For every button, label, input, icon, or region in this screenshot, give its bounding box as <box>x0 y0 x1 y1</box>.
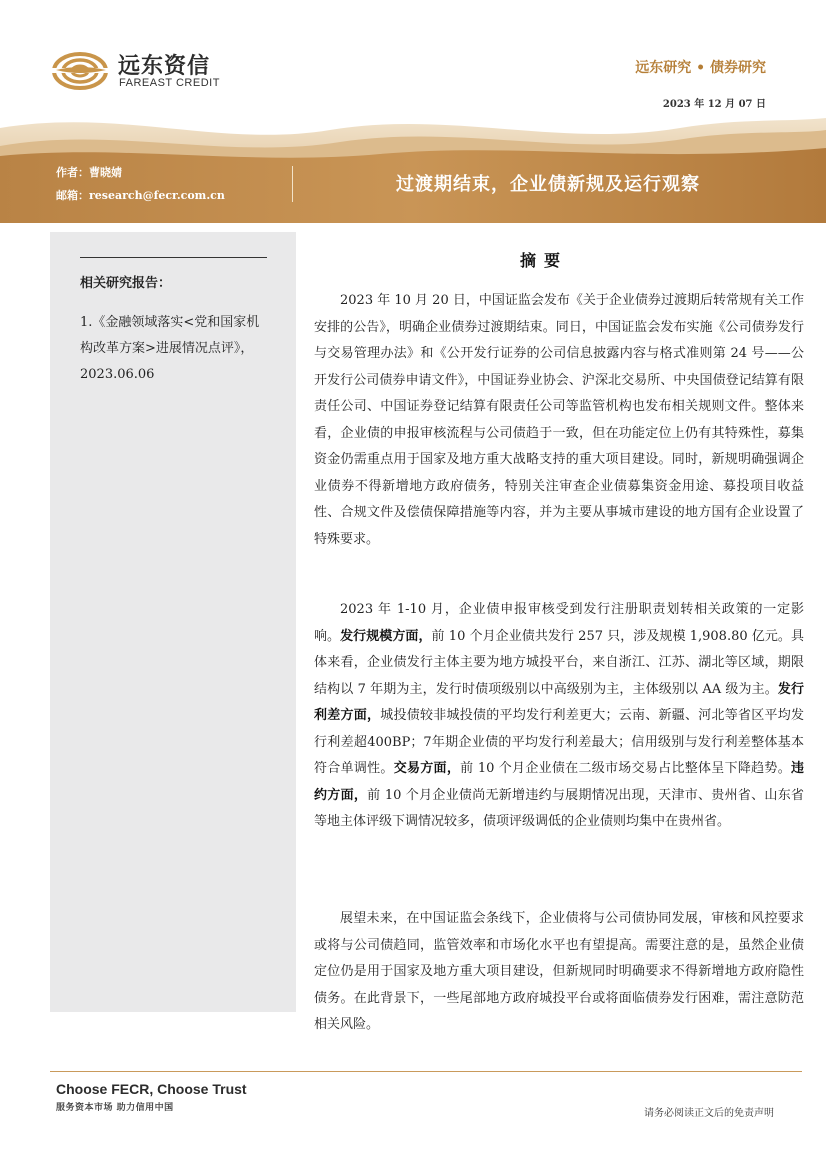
report-series: 远东研究 • 债券研究 <box>635 60 766 76</box>
footer-rule <box>50 1071 802 1072</box>
abstract-paragraph-2: 2023 年 1-10 月，企业债申报审核受到发行注册职责划转相关政策的一定影响。发行规模方面，前 10 个月企业债共发行 257 只，涉及规模 1,908.80 亿元。具体来看，企业债发行主体主要为地方城投平台，来自浙江、江苏、湖北等区域，期限结构以 7 年期为主，发行时债项级别以中高级别为主，主体级别以 AA 级为主。发行利差方面，城投债较非城投债的平均发行利差更大；云南、新疆、河北等省区平均发行利差超400BP；7年期企业债的平均发行利差最大；信用级别与发行利差整体基本符合单调性。交易方面，前 10 个月企业债在二级市场交易占比整体呈下降趋势。违约方面，前 10 个月企业债尚无新增违约与展期情况出现，天津市、贵州省、山东省等地主体评级下调情况较多，债项评级调低的企业债则均集中在贵州省。 <box>314 602 804 829</box>
footer-slogan: Choose FECR, Choose Trust <box>56 1081 247 1097</box>
footer-tagline: 服务资本市场 助力信用中国 <box>56 1103 174 1113</box>
banner-divider <box>292 166 293 202</box>
brand-name-cn: 远东资信 <box>118 54 211 79</box>
author-email: 邮箱：research@fecr.com.cn <box>56 189 225 202</box>
footer-disclaimer: 请务必阅读正文后的免责声明 <box>644 1108 774 1119</box>
fareast-logo-icon <box>52 50 112 92</box>
abstract-title: 摘要 <box>520 251 569 270</box>
brand-name-en: FAREAST CREDIT <box>119 77 220 89</box>
sidebar-rule <box>80 257 267 258</box>
related-reports-heading: 相关研究报告： <box>80 276 172 291</box>
report-date: 2023 年 12 月 07 日 <box>662 99 766 110</box>
abstract-paragraph-3: 展望未来，在中国证监会条线下，企业债将与公司债协同发展，审核和风控要求或将与公司债趋同，监管效率和市场化水平也有望提高。需要注意的是，虽然企业债定位仍是用于国家及地方重大项目建设，但新规同时明确要求不得新增地方政府隐性债务。在此背景下，一些尾部地方政府城投平台或将面临债券发行困难，需注意防范相关风险。 <box>314 911 804 1032</box>
report-title: 过渡期结束，企业债新规及运行观察 <box>396 174 700 195</box>
related-report-link[interactable]: 1.《金融领域落实<党和国家机构改革方案>进展情况点评》，2023.06.06 <box>80 315 260 382</box>
abstract-paragraph-1: 2023 年 10 月 20 日，中国证监会发布《关于企业债券过渡期后转常规有关工作安排的公告》，明确企业债券过渡期结束。同日，中国证监会发布实施《公司债券发行与交易管理办法》和《公开发行证券的公司信息披露内容与格式准则第 24 号——公开发行公司债券申请文件》，中国证券业协会、沪深北交易所、中央国债登记结算有限责任公司、中国证券登记结算有限责任公司等监管机构也发布相关规则文件。整体来看，企业债的申报审核流程与公司债趋于一致，但在功能定位上仍有其特殊性，募集资金仍需重点用于国家及地方重大战略支持的重大项目建设。同时，新规明确强调企业债券不得新增地方政府债务，特别关注审查企业债募集资金用途、募投项目收益性、合规文件及偿债保障措施等内容，并为主要从事城市建设的地方国有企业设置了特殊要求。 <box>314 293 804 547</box>
header-banner-wave <box>0 108 826 223</box>
author: 作者：曹晓婧 <box>56 166 122 179</box>
